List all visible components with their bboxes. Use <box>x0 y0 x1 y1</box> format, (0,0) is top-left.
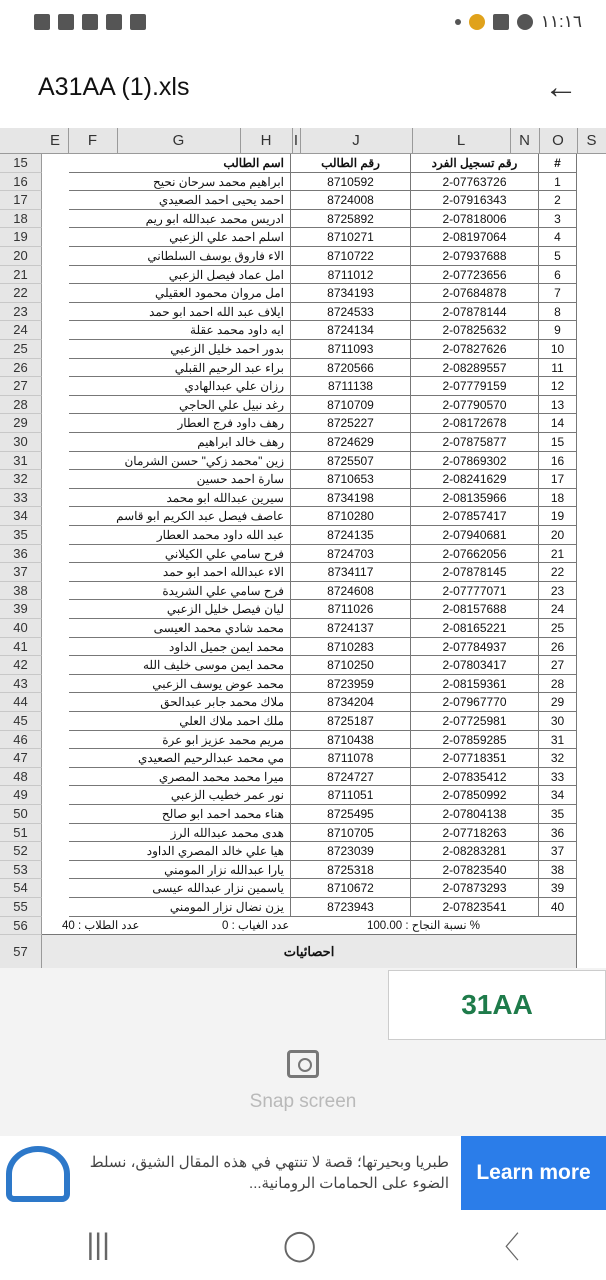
cell-registration[interactable]: 2-07940681 <box>411 526 539 545</box>
row-number[interactable]: 20 <box>0 247 42 266</box>
table-row[interactable] <box>0 898 606 917</box>
table-row[interactable] <box>0 507 606 526</box>
table-row[interactable] <box>0 377 606 396</box>
clock: ١١:١٦ <box>540 12 582 31</box>
cell-index[interactable]: 11 <box>539 359 577 378</box>
cell-student-name[interactable]: فرح سامي علي الشريدة <box>69 582 291 601</box>
row-number[interactable]: 36 <box>0 545 42 564</box>
row-number[interactable]: 43 <box>0 675 42 694</box>
table-row[interactable] <box>0 805 606 824</box>
cell-student-id[interactable]: 8710283 <box>291 638 411 657</box>
cell-student-id[interactable]: 8711093 <box>291 340 411 359</box>
row-number[interactable]: 16 <box>0 173 42 192</box>
status-bar <box>0 0 606 44</box>
table-row[interactable] <box>0 824 606 843</box>
cell-registration[interactable]: 2-07803417 <box>411 656 539 675</box>
table-row[interactable] <box>0 545 606 564</box>
table-row[interactable] <box>0 489 606 508</box>
summary-absent: عدد الغياب : 0 <box>222 919 290 932</box>
cell-student-id[interactable]: 8710672 <box>291 879 411 898</box>
cell-student-name[interactable]: ليان فيصل خليل الزعبي <box>69 600 291 619</box>
table-row[interactable] <box>0 228 606 247</box>
row-number[interactable]: 40 <box>0 619 42 638</box>
cell-student-id[interactable]: 8725495 <box>291 805 411 824</box>
row-number[interactable]: 39 <box>0 600 42 619</box>
header-index[interactable]: # <box>539 154 577 173</box>
cell-student-name[interactable]: ايه داود محمد عقلة <box>69 321 291 340</box>
cell-student-name[interactable]: الاء فاروق يوسف السلطاني <box>69 247 291 266</box>
table-row[interactable] <box>0 173 606 192</box>
cell-student-id[interactable]: 8711138 <box>291 377 411 396</box>
cell-registration[interactable]: 2-08165221 <box>411 619 539 638</box>
cell-registration[interactable]: 2-08241629 <box>411 470 539 489</box>
cell-student-id[interactable]: 8724608 <box>291 582 411 601</box>
row-number[interactable]: 24 <box>0 321 42 340</box>
home-button[interactable]: ◯ <box>282 1228 317 1262</box>
cell-student-name[interactable]: سارة احمد حسين <box>69 470 291 489</box>
cell-registration[interactable]: 2-07718263 <box>411 824 539 843</box>
cell-registration[interactable]: 2-07859285 <box>411 731 539 750</box>
row-number[interactable]: 37 <box>0 563 42 582</box>
camera-icon[interactable] <box>287 1050 319 1078</box>
cell-registration[interactable]: 2-07878145 <box>411 563 539 582</box>
header-registration[interactable]: رقم تسجيل الفرد <box>411 154 539 173</box>
cell-index[interactable]: 25 <box>539 619 577 638</box>
column-headers <box>0 128 606 154</box>
row-number[interactable]: 42 <box>0 656 42 675</box>
table-row[interactable] <box>0 638 606 657</box>
cell-student-name[interactable]: بدور احمد خليل الزعبي <box>69 340 291 359</box>
cell-index[interactable]: 22 <box>539 563 577 582</box>
cell-student-name[interactable]: ادريس محمد عبدالله ابو ريم <box>69 210 291 229</box>
cell-registration[interactable]: 2-07857417 <box>411 507 539 526</box>
cell-student-name[interactable]: يزن نضال نزار المومني <box>69 898 291 917</box>
summary-total: عدد الطلاب : 40 <box>62 919 140 932</box>
cell-index[interactable]: 10 <box>539 340 577 359</box>
cell-index[interactable]: 34 <box>539 786 577 805</box>
row-number[interactable]: 26 <box>0 359 42 378</box>
table-row[interactable] <box>0 396 606 415</box>
cell-registration[interactable]: 2-08135966 <box>411 489 539 508</box>
cell-student-id[interactable]: 8723039 <box>291 842 411 861</box>
youtube-icon <box>493 14 509 30</box>
table-row[interactable] <box>0 303 606 322</box>
cell-student-name[interactable]: ابراهيم محمد سرحان نحيح <box>69 173 291 192</box>
cell-student-name[interactable]: اسلم احمد علي الزعبي <box>69 228 291 247</box>
table-row[interactable] <box>0 414 606 433</box>
cell-index[interactable]: 39 <box>539 879 577 898</box>
cell-student-name[interactable]: محمد شادي محمد العيسى <box>69 619 291 638</box>
cell-registration[interactable]: 2-07804138 <box>411 805 539 824</box>
cell-registration[interactable]: 2-08283281 <box>411 842 539 861</box>
column-header[interactable]: F <box>87 132 98 149</box>
back-button[interactable]: 〈 <box>489 1232 520 1265</box>
column-header[interactable]: L <box>456 132 466 149</box>
row-number[interactable]: 34 <box>0 507 42 526</box>
table-row[interactable] <box>0 842 606 861</box>
cell-student-name[interactable]: عبد الله داود محمد العطار <box>69 526 291 545</box>
cell-index[interactable]: 17 <box>539 470 577 489</box>
row-number[interactable]: 47 <box>0 749 42 768</box>
cell-index[interactable]: 33 <box>539 768 577 787</box>
row-number[interactable]: 33 <box>0 489 42 508</box>
cell-registration[interactable]: 2-07823540 <box>411 861 539 880</box>
cell-index[interactable]: 36 <box>539 824 577 843</box>
cell-student-name[interactable]: محمد عوض يوسف الزعبي <box>69 675 291 694</box>
cell-registration[interactable]: 2-07784937 <box>411 638 539 657</box>
cell-student-id[interactable]: 8710722 <box>291 247 411 266</box>
cell-student-name[interactable]: عاصف فيصل عبد الكريم ابو قاسم <box>69 507 291 526</box>
table-row[interactable] <box>0 749 606 768</box>
cell-student-name[interactable]: محمد ايمن موسى خليف الله <box>69 656 291 675</box>
signal-icon <box>58 14 74 30</box>
cell-student-id[interactable]: 8724533 <box>291 303 411 322</box>
cell-registration[interactable]: 2-07723656 <box>411 266 539 285</box>
cell-registration[interactable]: 2-07875877 <box>411 433 539 452</box>
cell-student-id[interactable]: 8710653 <box>291 470 411 489</box>
cell-registration[interactable]: 2-07763726 <box>411 173 539 192</box>
cell-index[interactable]: 26 <box>539 638 577 657</box>
cell-registration[interactable]: 2-07777071 <box>411 582 539 601</box>
system-nav-bar <box>0 1210 606 1280</box>
cell-student-name[interactable]: هدى محمد عبدالله الرز <box>69 824 291 843</box>
table-row[interactable] <box>0 768 606 787</box>
table-row[interactable] <box>0 266 606 285</box>
cell-student-id[interactable]: 8724008 <box>291 191 411 210</box>
table-row[interactable] <box>0 712 606 731</box>
cell-student-name[interactable]: ايلاف عبد الله احمد ابو حمد <box>69 303 291 322</box>
cell-student-name[interactable]: مي محمد عبدالرحيم الصعيدي <box>69 749 291 768</box>
file-title: A31AA (1).xls <box>38 72 190 101</box>
cell-student-id[interactable]: 8723959 <box>291 675 411 694</box>
cell-index[interactable]: 21 <box>539 545 577 564</box>
cell-registration[interactable]: 2-07916343 <box>411 191 539 210</box>
cell-student-id[interactable]: 8710280 <box>291 507 411 526</box>
table-row[interactable] <box>0 526 606 545</box>
cell-student-id[interactable]: 8725892 <box>291 210 411 229</box>
row-number[interactable]: 52 <box>0 842 42 861</box>
cell-registration[interactable]: 2-07825632 <box>411 321 539 340</box>
learn-more-button[interactable]: Learn more <box>461 1136 606 1210</box>
recents-button[interactable]: ||| <box>86 1228 110 1261</box>
row-number[interactable]: 54 <box>0 879 42 898</box>
row-number[interactable]: 30 <box>0 433 42 452</box>
cell-student-id[interactable]: 8711051 <box>291 786 411 805</box>
column-header[interactable]: O <box>552 132 564 149</box>
cell-index[interactable]: 19 <box>539 507 577 526</box>
cell-student-name[interactable]: هناء محمد احمد ابو صالح <box>69 805 291 824</box>
cell-student-name[interactable]: فرح سامي علي الكيلاني <box>69 545 291 564</box>
cell-index[interactable]: 13 <box>539 396 577 415</box>
cell-index[interactable]: 40 <box>539 898 577 917</box>
cell-student-id[interactable]: 8725507 <box>291 452 411 471</box>
statistics-row[interactable] <box>0 935 606 968</box>
row-number[interactable]: 15 <box>0 154 42 173</box>
row-number[interactable]: 41 <box>0 638 42 657</box>
cell-registration[interactable]: 2-07937688 <box>411 247 539 266</box>
cell-registration[interactable]: 2-08289557 <box>411 359 539 378</box>
cell-index[interactable]: 7 <box>539 284 577 303</box>
row-number[interactable]: 28 <box>0 396 42 415</box>
row-number[interactable]: 25 <box>0 340 42 359</box>
cell-student-name[interactable]: يارا عبدالله نزار المومني <box>69 861 291 880</box>
column-header[interactable]: G <box>172 132 185 149</box>
cell-student-name[interactable]: ملاك محمد جابر عبدالحق <box>69 693 291 712</box>
column-header[interactable]: J <box>352 132 360 149</box>
row-number[interactable]: 45 <box>0 712 42 731</box>
ad-banner[interactable] <box>0 1136 606 1210</box>
cell-index[interactable]: 31 <box>539 731 577 750</box>
cell-index[interactable]: 30 <box>539 712 577 731</box>
cell-index[interactable]: 29 <box>539 693 577 712</box>
app-icon <box>469 14 485 30</box>
cell-registration[interactable]: 2-08159361 <box>411 675 539 694</box>
cell-student-id[interactable]: 8734117 <box>291 563 411 582</box>
cell-index[interactable]: 27 <box>539 656 577 675</box>
cell-registration[interactable]: 2-07725981 <box>411 712 539 731</box>
row-number[interactable]: 31 <box>0 452 42 471</box>
row-number[interactable]: 23 <box>0 303 42 322</box>
table-row[interactable] <box>0 154 606 173</box>
column-header[interactable]: I <box>293 132 299 149</box>
table-row[interactable] <box>0 210 606 229</box>
cell-student-id[interactable]: 8711078 <box>291 749 411 768</box>
column-header[interactable]: S <box>586 132 597 149</box>
row-number[interactable]: 21 <box>0 266 42 285</box>
cell-index[interactable]: 1 <box>539 173 577 192</box>
table-row[interactable] <box>0 582 606 601</box>
app-bar <box>0 44 606 130</box>
table-row[interactable] <box>0 452 606 471</box>
cell-student-id[interactable]: 8724727 <box>291 768 411 787</box>
table-row[interactable] <box>0 861 606 880</box>
row-number[interactable]: 56 <box>0 917 42 936</box>
header-name[interactable]: اسم الطالب <box>69 154 291 173</box>
statistics-label[interactable]: احصائيات <box>42 935 577 968</box>
cell-student-id[interactable]: 8710592 <box>291 173 411 192</box>
table-row[interactable] <box>0 191 606 210</box>
cell-index[interactable]: 2 <box>539 191 577 210</box>
snap-screen[interactable] <box>0 1050 606 1113</box>
row-number[interactable]: 51 <box>0 824 42 843</box>
cell-registration[interactable]: 2-08157688 <box>411 600 539 619</box>
cell-student-name[interactable]: براء عبد الرحيم القبلي <box>69 359 291 378</box>
cell-index[interactable]: 20 <box>539 526 577 545</box>
cell-index[interactable]: 32 <box>539 749 577 768</box>
table-row[interactable] <box>0 619 606 638</box>
cell-index[interactable]: 14 <box>539 414 577 433</box>
cell-student-name[interactable]: نور عمر خطيب الزعبي <box>69 786 291 805</box>
row-number[interactable]: 29 <box>0 414 42 433</box>
cell-index[interactable]: 28 <box>539 675 577 694</box>
cell-student-id[interactable]: 8720566 <box>291 359 411 378</box>
cell-registration[interactable]: 2-07790570 <box>411 396 539 415</box>
cell-index[interactable]: 38 <box>539 861 577 880</box>
cell-registration[interactable]: 2-07878144 <box>411 303 539 322</box>
account-icon <box>517 14 533 30</box>
table-row[interactable] <box>0 656 606 675</box>
cell-student-id[interactable]: 8725227 <box>291 414 411 433</box>
table-row[interactable] <box>0 340 606 359</box>
cell-student-name[interactable]: زين "محمد زكي" حسن الشرمان <box>69 452 291 471</box>
row-number[interactable]: 48 <box>0 768 42 787</box>
cell-student-id[interactable]: 8710271 <box>291 228 411 247</box>
ad-logo-icon <box>0 1136 76 1210</box>
cell-student-id[interactable]: 8724135 <box>291 526 411 545</box>
table-row[interactable] <box>0 786 606 805</box>
cell-registration[interactable]: 2-07662056 <box>411 545 539 564</box>
cell-preview: 31AA <box>388 970 606 1040</box>
cell-registration[interactable]: 2-08172678 <box>411 414 539 433</box>
column-header[interactable]: N <box>519 132 530 149</box>
row-number[interactable]: 22 <box>0 284 42 303</box>
cell-index[interactable]: 4 <box>539 228 577 247</box>
cell-index[interactable]: 12 <box>539 377 577 396</box>
row-number[interactable]: 53 <box>0 861 42 880</box>
cell-registration[interactable]: 2-07850992 <box>411 786 539 805</box>
row-number[interactable]: 32 <box>0 470 42 489</box>
mute-icon <box>130 14 146 30</box>
table-row[interactable] <box>0 693 606 712</box>
row-number[interactable]: 18 <box>0 210 42 229</box>
table-row[interactable] <box>0 879 606 898</box>
row-number[interactable]: 49 <box>0 786 42 805</box>
cell-student-name[interactable]: امل مروان محمود العقيلي <box>69 284 291 303</box>
cell-student-name[interactable]: رزان علي عبدالهادي <box>69 377 291 396</box>
cell-student-id[interactable]: 8711012 <box>291 266 411 285</box>
row-number[interactable]: 27 <box>0 377 42 396</box>
cell-student-name[interactable]: الاء عبدالله احمد ابو حمد <box>69 563 291 582</box>
table-row[interactable] <box>0 321 606 340</box>
row-number[interactable]: 57 <box>0 935 42 968</box>
cell-index[interactable]: 6 <box>539 266 577 285</box>
cell-registration[interactable]: 2-07869302 <box>411 452 539 471</box>
cell-student-id[interactable]: 8734204 <box>291 693 411 712</box>
cell-student-name[interactable]: ميرا محمد محمد المصري <box>69 768 291 787</box>
row-number[interactable]: 55 <box>0 898 42 917</box>
cell-student-name[interactable]: مريم محمد عزيز ابو عرة <box>69 731 291 750</box>
cell-student-name[interactable]: رهف خالد ابراهيم <box>69 433 291 452</box>
cell-student-id[interactable]: 8724629 <box>291 433 411 452</box>
cell-student-id[interactable]: 8711026 <box>291 600 411 619</box>
cell-student-id[interactable]: 8710705 <box>291 824 411 843</box>
column-header[interactable]: E <box>49 132 60 149</box>
summary-pass-rate: % نسبة النجاح : 100.00 <box>367 919 481 932</box>
cell-student-name[interactable]: رهف داود فرج العطار <box>69 414 291 433</box>
cell-student-name[interactable]: رغد نبيل علي الحاجي <box>69 396 291 415</box>
cell-student-id[interactable]: 8725187 <box>291 712 411 731</box>
table-row[interactable] <box>0 675 606 694</box>
cell-student-name[interactable]: احمد يحيى احمد الصعيدي <box>69 191 291 210</box>
cell-student-id[interactable]: 8710709 <box>291 396 411 415</box>
row-number[interactable]: 17 <box>0 191 42 210</box>
cell-index[interactable]: 8 <box>539 303 577 322</box>
cell-registration[interactable]: 2-07779159 <box>411 377 539 396</box>
table-row[interactable] <box>0 563 606 582</box>
snap-screen-label[interactable]: Snap screen <box>249 1091 357 1112</box>
header-student-id[interactable]: رقم الطالب <box>291 154 411 173</box>
table-row[interactable] <box>0 731 606 750</box>
cell-index[interactable]: 24 <box>539 600 577 619</box>
cell-student-name[interactable]: هيا علي خالد المصري الداود <box>69 842 291 861</box>
table-row[interactable] <box>0 247 606 266</box>
column-header[interactable]: H <box>260 132 272 149</box>
table-row[interactable] <box>0 470 606 489</box>
cell-student-name[interactable]: ملك احمد ملاك العلي <box>69 712 291 731</box>
cell-student-id[interactable]: 8734198 <box>291 489 411 508</box>
cell-student-name[interactable]: ياسمين نزار عبدالله عيسى <box>69 879 291 898</box>
row-number[interactable]: 44 <box>0 693 42 712</box>
cell-student-name[interactable]: سيرين عبدالله ابو محمد <box>69 489 291 508</box>
cell-index[interactable]: 35 <box>539 805 577 824</box>
row-number[interactable]: 46 <box>0 731 42 750</box>
summary-row[interactable] <box>0 917 606 936</box>
cell-student-id[interactable]: 8724703 <box>291 545 411 564</box>
cell-registration[interactable]: 2-07718351 <box>411 749 539 768</box>
cell-index[interactable]: 23 <box>539 582 577 601</box>
table-row[interactable] <box>0 359 606 378</box>
cell-student-id[interactable]: 8724137 <box>291 619 411 638</box>
table-row[interactable] <box>0 284 606 303</box>
row-number[interactable]: 38 <box>0 582 42 601</box>
cell-index[interactable]: 5 <box>539 247 577 266</box>
cell-index[interactable]: 37 <box>539 842 577 861</box>
cell-index[interactable]: 9 <box>539 321 577 340</box>
cell-student-name[interactable]: امل عماد فيصل الزعبي <box>69 266 291 285</box>
cell-index[interactable]: 3 <box>539 210 577 229</box>
cell-student-id[interactable]: 8725318 <box>291 861 411 880</box>
cell-student-name[interactable]: محمد ايمن جميل الداود <box>69 638 291 657</box>
cell-student-id[interactable]: 8710250 <box>291 656 411 675</box>
notification-dot-icon <box>455 19 461 25</box>
cell-registration[interactable]: 2-07823541 <box>411 898 539 917</box>
wifi-icon <box>106 14 122 30</box>
row-number[interactable]: 35 <box>0 526 42 545</box>
ad-text[interactable]: طبريا وبحيرتها؛ قصة لا تنتهي في هذه المقال الشيق، نسلط الضوء على الحمامات الرومانية... <box>89 1154 449 1192</box>
signal-icon <box>82 14 98 30</box>
row-number[interactable]: 50 <box>0 805 42 824</box>
cell-registration[interactable]: 2-07827626 <box>411 340 539 359</box>
table-row[interactable] <box>0 433 606 452</box>
cell-registration[interactable]: 2-07873293 <box>411 879 539 898</box>
cell-registration[interactable]: 2-07967770 <box>411 693 539 712</box>
spreadsheet[interactable] <box>0 128 606 968</box>
summary-cells[interactable] <box>42 917 577 936</box>
cell-index[interactable]: 18 <box>539 489 577 508</box>
cell-student-id[interactable]: 8724134 <box>291 321 411 340</box>
cell-registration[interactable]: 2-07818006 <box>411 210 539 229</box>
battery-icon <box>34 14 50 30</box>
cell-registration[interactable]: 2-07835412 <box>411 768 539 787</box>
cell-index[interactable]: 16 <box>539 452 577 471</box>
cell-registration[interactable]: 2-08197064 <box>411 228 539 247</box>
row-number[interactable]: 19 <box>0 228 42 247</box>
cell-student-id[interactable]: 8710438 <box>291 731 411 750</box>
arrow-left-icon[interactable]: ← <box>544 68 578 106</box>
cell-registration[interactable]: 2-07684878 <box>411 284 539 303</box>
cell-student-id[interactable]: 8723943 <box>291 898 411 917</box>
cell-index[interactable]: 15 <box>539 433 577 452</box>
cell-student-id[interactable]: 8734193 <box>291 284 411 303</box>
table-row[interactable] <box>0 600 606 619</box>
